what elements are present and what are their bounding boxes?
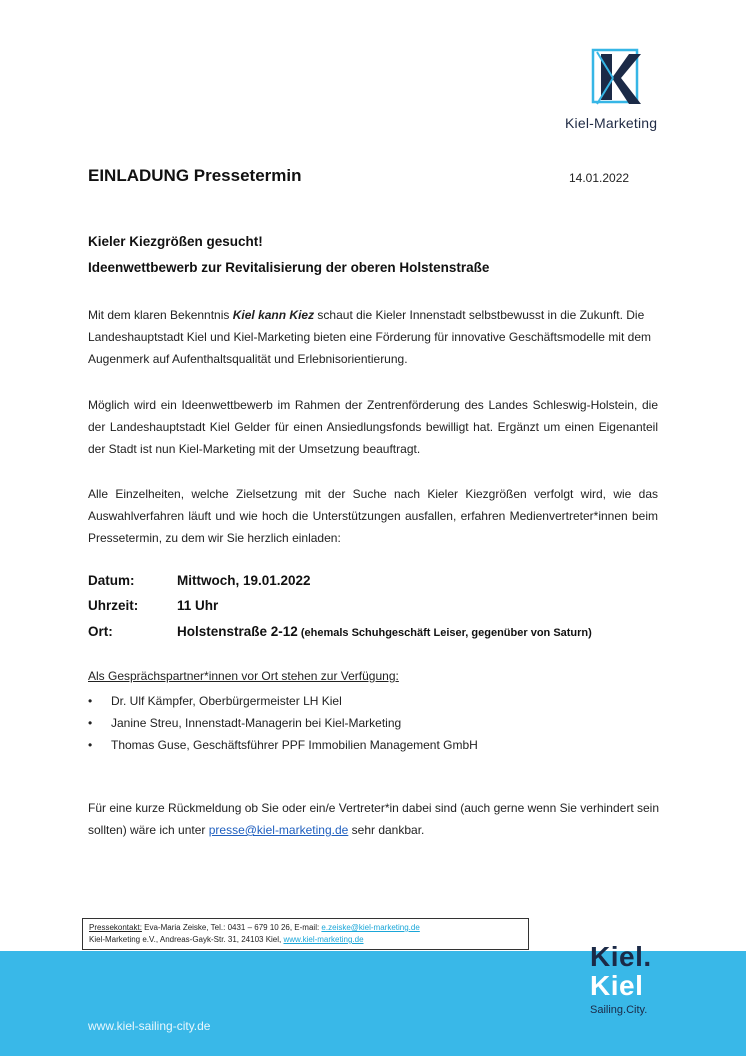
list-item: [88, 692, 478, 714]
contact-label: Pressekontakt:: [89, 923, 142, 932]
document-date: 14.01.2022: [569, 171, 630, 185]
contact-email-link[interactable]: e.zeiske@kiel-marketing.de: [321, 923, 420, 932]
website-link[interactable]: www.kiel-marketing.de: [283, 935, 364, 944]
closing-post: sehr dankbar.: [348, 823, 425, 837]
closing-paragraph: [88, 797, 663, 841]
bullet-icon: •: [88, 716, 93, 730]
place-value: [177, 624, 592, 639]
paragraph-intro-post: schaut die Kieler Innenstadt selbstbewusst in die Zukunft. Die Landeshauptstadt Kiel und Kiel-Marketing bieten eine Förderung für innovative Geschäftsmodelle mit dem Augenmerk auf Aufenthaltsqualität und Erlebnisorientierung.: [88, 308, 651, 366]
paragraph-intro: [88, 304, 658, 370]
document-title: EINLADUNG Pressetermin: [88, 166, 302, 185]
date-label: Datum:: [88, 573, 135, 588]
kiel-sailing-city-logo: [590, 942, 680, 1016]
partner-name: Janine Streu, Innenstadt-Managerin bei Kiel-Marketing: [111, 716, 402, 730]
place-address: Holstenstraße 2-12: [177, 624, 298, 639]
partner-name: Thomas Guse, Geschäftsführer PPF Immobilien Management GmbH: [111, 738, 478, 752]
contact-line2: Kiel-Marketing e.V., Andreas-Gayk-Str. 31, 24103 Kiel,: [89, 935, 284, 944]
kiel-wordmark: Kiel.: [590, 941, 652, 972]
logo-text: Kiel-Marketing: [565, 115, 658, 131]
time-value: 11 Uhr: [177, 598, 219, 613]
kiel-mirror-wordmark: Kiel: [590, 970, 644, 1001]
partners-list: [88, 692, 478, 758]
kiel-tagline: Sailing.City.: [590, 1004, 648, 1016]
bullet-icon: •: [88, 738, 93, 752]
contact-line1: Eva-Maria Zeiske, Tel.: 0431 – 679 10 26, E-mail:: [141, 923, 322, 932]
headline: Kieler Kiezgrößen gesucht!: [88, 234, 263, 249]
list-item: [88, 714, 478, 736]
press-contact-box: [82, 918, 529, 950]
kiel-marketing-logo-icon: [591, 48, 647, 106]
closing-pre: Für eine kurze Rückmeldung ob Sie oder ein/e Vertreter*in dabei sind (auch gerne wenn Sie verhindert sein sollten) wäre ich unter: [88, 801, 659, 837]
place-label: Ort:: [88, 624, 113, 639]
partner-name: Dr. Ulf Kämpfer, Oberbürgermeister LH Kiel: [111, 694, 342, 708]
paragraph-intro-pre: Mit dem klaren Bekenntnis: [88, 308, 233, 322]
list-item: [88, 736, 478, 758]
bullet-icon: •: [88, 694, 93, 708]
subheadline: Ideenwettbewerb zur Revitalisierung der oberen Holstenstraße: [88, 260, 490, 275]
paragraph-invitation: Alle Einzelheiten, welche Zielsetzung mit der Suche nach Kieler Kiezgrößen verfolgt wird, wie das Auswahlverfahren läuft und wie hoch die Unterstützungen ausfallen, erfahren Medienvertreter*innen beim Pressetermin, zu dem wir Sie herzlich einladen:: [88, 487, 658, 545]
place-note: (ehemals Schuhgeschäft Leiser, gegenüber von Saturn): [297, 627, 592, 639]
partners-heading: Als Gesprächspartner*innen vor Ort stehen zur Verfügung:: [88, 669, 399, 683]
date-value: Mittwoch, 19.01.2022: [177, 573, 311, 588]
slogan-emphasis: Kiel kann Kiez: [232, 308, 315, 322]
press-email-link[interactable]: presse@kiel-marketing.de: [208, 823, 349, 837]
time-label: Uhrzeit:: [88, 598, 139, 613]
footer-url: www.kiel-sailing-city.de: [88, 1019, 211, 1033]
paragraph-funding: Möglich wird ein Ideenwettbewerb im Rahmen der Zentrenförderung des Landes Schleswig-Holstein, die der Landeshauptstadt Kiel Gelder für einen Ansiedlungsfonds bewilligt hat. Ergänzt um einen Eigenanteil der Stadt ist nun Kiel-Marketing mit der Umsetzung beauftragt.: [88, 398, 658, 456]
